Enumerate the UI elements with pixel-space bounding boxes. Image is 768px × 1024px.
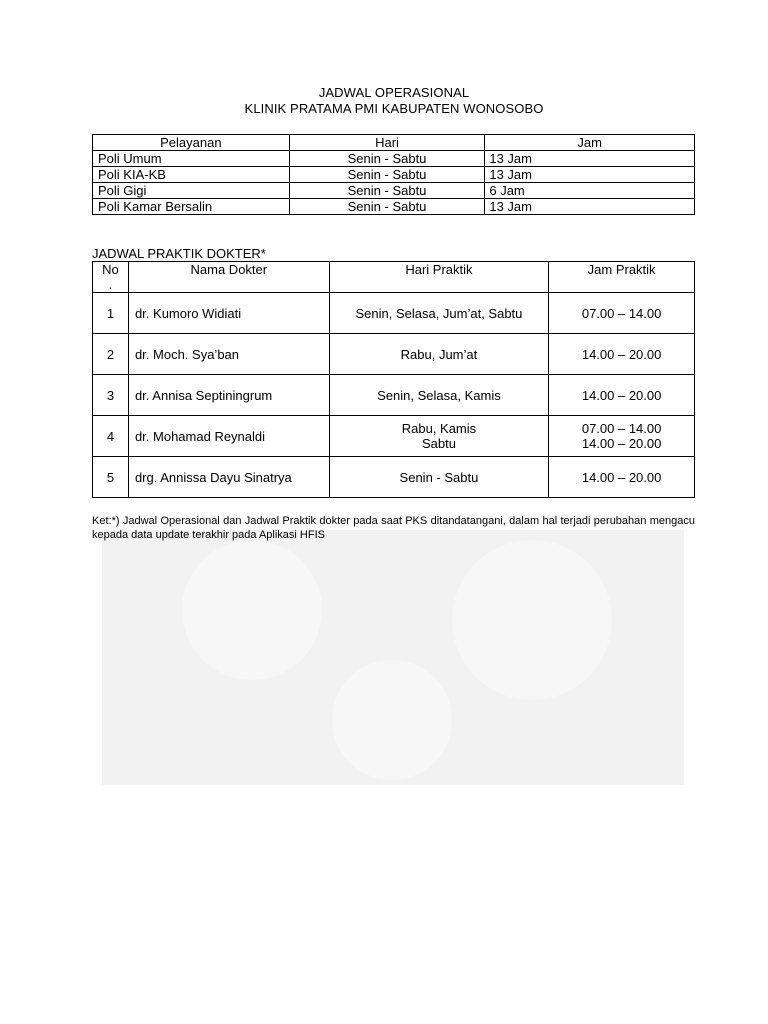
header-jam-praktik: Jam Praktik — [549, 262, 695, 293]
doctor-time-cell — [549, 293, 695, 334]
doctor-row — [93, 293, 695, 334]
doctor-days-cell — [329, 416, 549, 457]
service-days-cell: Senin - Sabtu — [289, 199, 485, 215]
header-hari-praktik: Hari Praktik — [329, 262, 549, 293]
doctor-days-cell — [329, 457, 549, 498]
doctor-schedule-table — [92, 261, 695, 498]
doctor-time-line: 14.00 – 20.00 — [581, 469, 662, 485]
doctor-row — [93, 416, 695, 457]
service-hours-cell: 13 Jam — [485, 199, 695, 215]
doctor-time-line: 14.00 – 20.00 — [581, 387, 662, 403]
doctor-name-cell: dr. Kumoro Widiati — [128, 293, 329, 334]
service-days-cell: Senin - Sabtu — [289, 167, 485, 183]
header-hari: Hari — [289, 135, 485, 151]
doctor-day-line: Sabtu — [421, 436, 456, 451]
service-hours-cell: 13 Jam — [485, 151, 695, 167]
service-row — [93, 167, 695, 183]
doctor-header-row — [93, 262, 695, 293]
doctor-no-cell: 3 — [93, 375, 129, 416]
service-days-cell: Senin - Sabtu — [289, 183, 485, 199]
doctor-row — [93, 457, 695, 498]
service-name-cell: Poli KIA-KB — [93, 167, 290, 183]
service-days-cell: Senin - Sabtu — [289, 151, 485, 167]
doctor-time-cell — [549, 416, 695, 457]
header-no-dot: . — [108, 277, 113, 292]
header-no — [93, 262, 129, 293]
document-subtitle: KLINIK PRATAMA PMI KABUPATEN WONOSOBO — [244, 101, 544, 116]
services-table — [92, 134, 695, 215]
doctor-name-cell: drg. Annissa Dayu Sinatrya — [128, 457, 329, 498]
doctor-name-cell: dr. Mohamad Reynaldi — [128, 416, 329, 457]
doctor-time-line: 14.00 – 20.00 — [581, 436, 662, 451]
header-no-text: No — [102, 262, 119, 277]
services-header-row — [93, 135, 695, 151]
header-jam: Jam — [485, 135, 695, 151]
service-row — [93, 183, 695, 199]
header-nama-dokter: Nama Dokter — [128, 262, 329, 293]
doctor-days-cell — [329, 334, 549, 375]
doctor-schedule-title: JADWAL PRAKTIK DOKTER* — [92, 246, 266, 261]
doctor-day-line: Senin, Selasa, Kamis — [377, 387, 501, 403]
service-name-cell: Poli Gigi — [93, 183, 290, 199]
service-hours-cell: 6 Jam — [485, 183, 695, 199]
doctor-days-cell — [329, 375, 549, 416]
service-name-cell: Poli Umum — [93, 151, 290, 167]
doctor-no-cell: 1 — [93, 293, 129, 334]
doctor-time-cell — [549, 457, 695, 498]
doctor-no-cell: 2 — [93, 334, 129, 375]
doctor-time-line: 07.00 – 14.00 — [581, 421, 662, 436]
doctor-days-cell — [329, 293, 549, 334]
service-row — [93, 151, 695, 167]
doctor-time-line: 07.00 – 14.00 — [581, 305, 662, 321]
doctor-no-cell: 5 — [93, 457, 129, 498]
doctor-no-cell: 4 — [93, 416, 129, 457]
header-pelayanan: Pelayanan — [93, 135, 290, 151]
doctor-day-line: Rabu, Kamis — [401, 421, 477, 436]
service-name-cell: Poli Kamar Bersalin — [93, 199, 290, 215]
doctor-name-cell: dr. Annisa Septiningrum — [128, 375, 329, 416]
doctor-time-line: 14.00 – 20.00 — [581, 346, 662, 362]
doctor-row — [93, 334, 695, 375]
doctor-name-cell: dr. Moch. Sya’ban — [128, 334, 329, 375]
service-row — [93, 199, 695, 215]
doctor-day-line: Senin - Sabtu — [399, 469, 479, 485]
doctor-day-line: Rabu, Jum’at — [400, 346, 478, 362]
doctor-time-cell — [549, 334, 695, 375]
doctor-day-line: Senin, Selasa, Jum’at, Sabtu — [355, 305, 523, 321]
doctor-row — [93, 375, 695, 416]
doctor-time-cell — [549, 375, 695, 416]
footnote: Ket:*) Jadwal Operasional dan Jadwal Praktik dokter pada saat PKS ditandatangani, dalam hal terjadi perubahan mengacu kepada data update terakhir pada Aplikasi HFIS — [92, 515, 695, 541]
service-hours-cell: 13 Jam — [485, 167, 695, 183]
document-title: JADWAL OPERASIONAL — [318, 85, 470, 100]
